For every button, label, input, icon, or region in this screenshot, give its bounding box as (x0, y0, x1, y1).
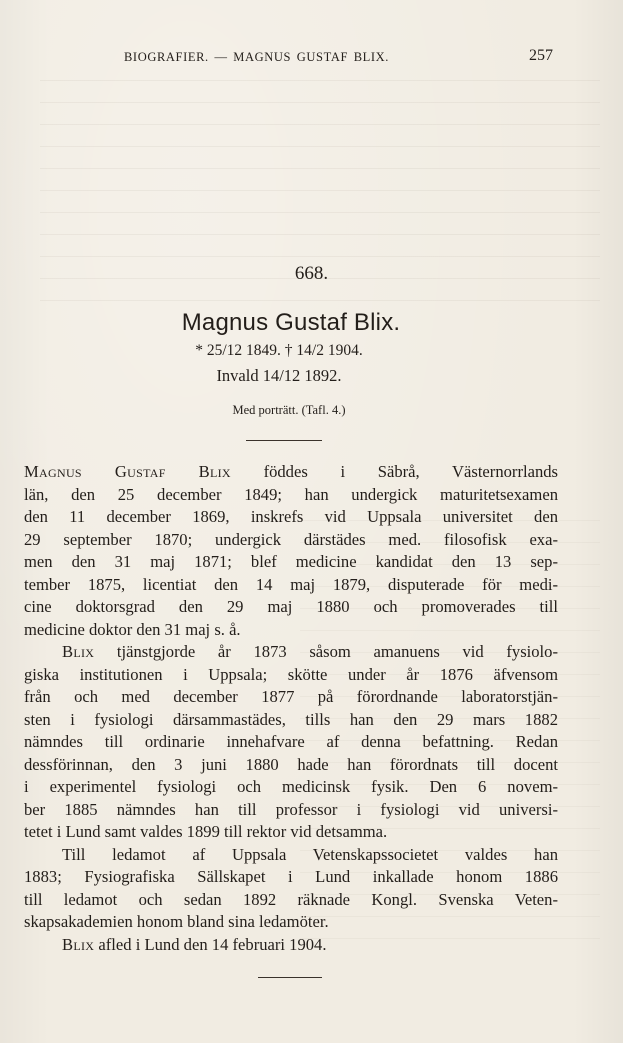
paragraph (24, 461, 558, 641)
text-line: Blix afled i Lund den 14 februari 1904. (62, 934, 327, 954)
text-line: i experimentel fysiologi och medicinsk fysik. Den 6 novem- (24, 777, 558, 796)
life-dates (0, 342, 558, 360)
elected-date-text: Invald 14/12 1892. (216, 366, 342, 385)
name-small-caps: Magnus Gustaf Blix (24, 462, 231, 481)
text-line: dessförinnan, den 3 juni 1880 hade han förordnats till docent (24, 754, 558, 774)
text-line: nämndes till ordinarie innehafvare af denna befattning. Redan (24, 732, 558, 751)
end-rule (258, 977, 322, 978)
text-line: Blix tjänstgjorde år 1873 såsom amanuens vid fysiolo- (62, 642, 558, 661)
paragraph (24, 844, 558, 934)
text-line: Till ledamot af Uppsala Vetenskapssocietet valdes han (62, 844, 558, 864)
text-line: Magnus Gustaf Blix föddes i Säbrå, Västernorrlands (24, 462, 558, 481)
text-line: den 11 december 1869, inskrefs vid Uppsala universitet den (24, 507, 558, 526)
entry-number: 668. (294, 263, 329, 284)
running-head: BIOGRAFIER. — MAGNUS GUSTAF BLIX. (124, 50, 390, 64)
text-line: län, den 25 december 1849; han undergick maturitetsexamen (24, 484, 558, 504)
name-small-caps: Blix (62, 642, 95, 661)
paragraph (24, 934, 558, 957)
text-line: tetet i Lund samt valdes 1899 till rektor vid detsamma. (24, 822, 388, 841)
text-line: till ledamot och sedan 1892 räknade Kongl. Svenska Veten- (24, 889, 558, 909)
portrait-note: Med porträtt. (Tafl. 4.) (232, 403, 346, 417)
text-line: tember 1875, licentiat den 14 maj 1879, disputerade för medi- (24, 574, 558, 594)
text-line: 1883; Fysiografiska Sällskapet i Lund inkallade honom 1886 (24, 867, 558, 886)
text-line: skapsakademien honom bland sina ledamöter. (24, 912, 329, 931)
text-line: sten i fysiologi därsammastädes, tills han den 29 mars 1882 (24, 709, 558, 729)
text-line: medicine doktor den 31 maj s. å. (24, 619, 241, 639)
divider-rule (246, 440, 322, 441)
page-number: 257 (529, 47, 553, 64)
life-dates-text: * 25/12 1849. † 14/2 1904. (195, 342, 363, 359)
text-line: 29 september 1870; undergick därstädes med. filosofisk exa- (24, 529, 558, 549)
biography-text (24, 461, 558, 956)
elected-date (0, 366, 558, 386)
text-line: men den 31 maj 1871; blef medicine kandidat den 13 sep- (24, 552, 558, 571)
entry-name: Magnus Gustaf Blix. (181, 309, 401, 336)
name-small-caps: Blix (62, 934, 95, 954)
text-line: ber 1885 nämndes han till professor i fysiologi vid universi- (24, 799, 558, 819)
text-line: från och med december 1877 på förordnande laboratorstjän- (24, 687, 558, 706)
paragraph (24, 641, 558, 844)
text-line: cine doktorsgrad den 29 maj 1880 och promoverades till (24, 597, 558, 616)
text-line: giska institutionen i Uppsala; skötte under år 1876 äfvensom (24, 664, 558, 684)
